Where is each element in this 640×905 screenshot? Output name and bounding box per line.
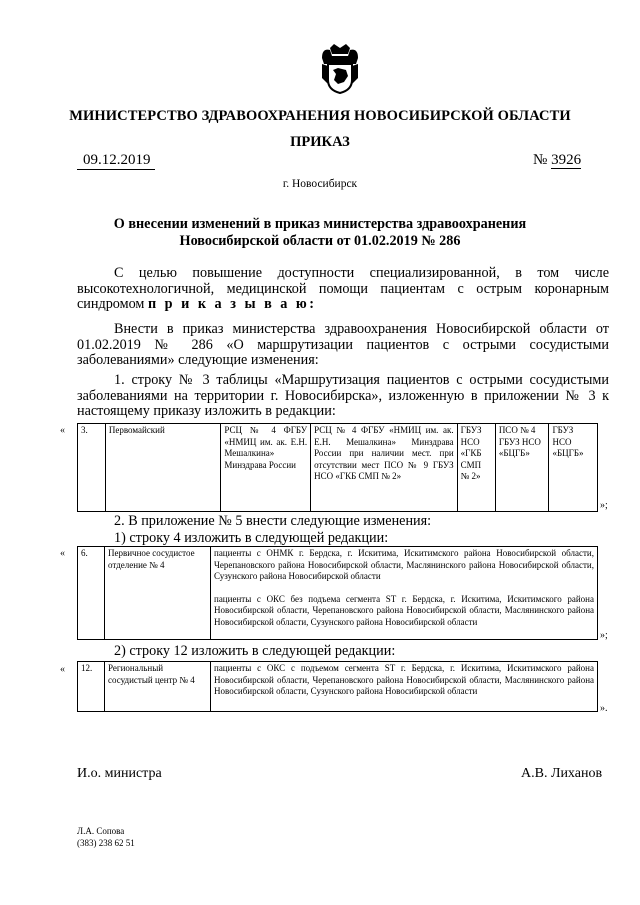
row-number: 3. [78, 424, 106, 512]
city: г. Новосибирск [282, 178, 358, 190]
close-quote: »; [600, 500, 608, 511]
subject-line-2: Новосибирской области от 01.02.2019 № 286 [179, 233, 461, 249]
signatory-name: А.В. Лиханов [521, 766, 603, 781]
routing-table-row-3 [77, 423, 598, 512]
executor-name: Л.А. Сопова [77, 826, 125, 836]
close-quote: »; [600, 630, 608, 641]
pso-table-row-4 [77, 546, 598, 640]
executor-info [77, 825, 135, 849]
unit-name-cell: Первичное сосудистое отделение № 4 [105, 547, 211, 640]
open-quote: « [60, 548, 65, 559]
open-quote: « [60, 425, 65, 436]
gkb-cell: ГБУЗ НСО «ГКБ СМП № 2» [457, 424, 495, 512]
subject-line-1: О внесении изменений в приказ министерства здравоохранения [113, 216, 527, 232]
oks-text: пациенты с ОКС без подъема сегмента ST г. Бердска, г. Искитима, Искитимского района Новосибирской области, Черепановского района Новосибирской области, Маслянинского района Новосибирской области, Сузунского района Новосибирской области [214, 593, 594, 627]
patients-cell [211, 547, 598, 640]
purpose-text: С целью повышение доступности специализированной, в том числе высокотехнологичной, медицинской помощи пациентам с острым коронарным синдромом [77, 265, 609, 312]
order-date: 09.12.2019 [77, 152, 155, 170]
patients-cell: пациенты с ОКС с подъемом сегмента ST г. Бердска, г. Искитима, Искитимского района Новосибирской области, Черепановского района Новосибирской области, Маслянинского района Новосибирской области, Сузунского района Новосибирской области [211, 662, 598, 712]
signatory-position: И.о. министра [77, 766, 162, 781]
unit-name-cell: Региональный сосудистый центр № 4 [105, 662, 211, 712]
row-number: 12. [78, 662, 105, 712]
rsc-alt-cell: РСЦ № 4 ФГБУ «НМИЦ им. ак. Е.Н. Мешалкина» Минздрава России при наличии мест. при отсутствии мест ПСО № 9 ГБУЗ НСО «ГКБ СМП № 2» [311, 424, 458, 512]
row-number: 6. [78, 547, 105, 640]
district-cell: Первомайский [105, 424, 221, 512]
paragraph-amend: Внести в приказ министерства здравоохранения Новосибирской области от 01.02.2019 № 286 «О маршрутизации пациентов с острыми сосудистыми заболеваниями» следующие изменения: [77, 321, 609, 368]
paragraph-purpose [77, 266, 609, 313]
executor-phone: (383) 238 62 51 [77, 838, 135, 848]
document-type: ПРИКАЗ [290, 134, 350, 150]
number-prefix: № [533, 152, 548, 168]
coat-of-arms-icon [316, 44, 364, 94]
number-value: 3926 [551, 152, 582, 168]
order-number [533, 152, 581, 169]
order-subject [90, 216, 550, 250]
ministry-title: МИНИСТЕРСТВО ЗДРАВООХРАНЕНИЯ НОВОСИБИРСКОЙ ОБЛАСТИ [69, 108, 571, 124]
order-keyword: п р и к а з ы в а ю: [147, 296, 317, 312]
close-quote: ». [600, 703, 608, 714]
pso-cell: ПСО № 4 ГБУЗ НСО «БЦГБ» [495, 424, 549, 512]
bcgb-cell: ГБУЗ НСО «БЦГБ» [549, 424, 598, 512]
paragraph-item-1: 1. строку № 3 таблицы «Маршрутизация пациентов с острыми сосудистыми заболеваниями на территории г. Новосибирска», изложенную в приложении № 3 к настоящему приказу изложить в редакции: [77, 372, 609, 419]
paragraph-subitem-1: 1) строку 4 изложить в следующей редакции: [114, 530, 389, 546]
rsc-cell: РСЦ № 4 ФГБУ «НМИЦ им. ак. Е.Н. Мешалкина» Минздрава России [221, 424, 311, 512]
paragraph-item-2: 2. В приложение № 5 внести следующие изменения: [114, 513, 432, 529]
onmk-text: пациенты с ОНМК г. Бердска, г. Искитима, Искитимского района Новосибирской области, Черепановского района Новосибирской области, Маслянинского района Новосибирской области, Сузунского района Новосибирской области [214, 548, 594, 581]
open-quote: « [60, 664, 65, 675]
rsc-table-row-12 [77, 661, 598, 712]
paragraph-subitem-2: 2) строку 12 изложить в следующей редакции: [114, 643, 396, 659]
